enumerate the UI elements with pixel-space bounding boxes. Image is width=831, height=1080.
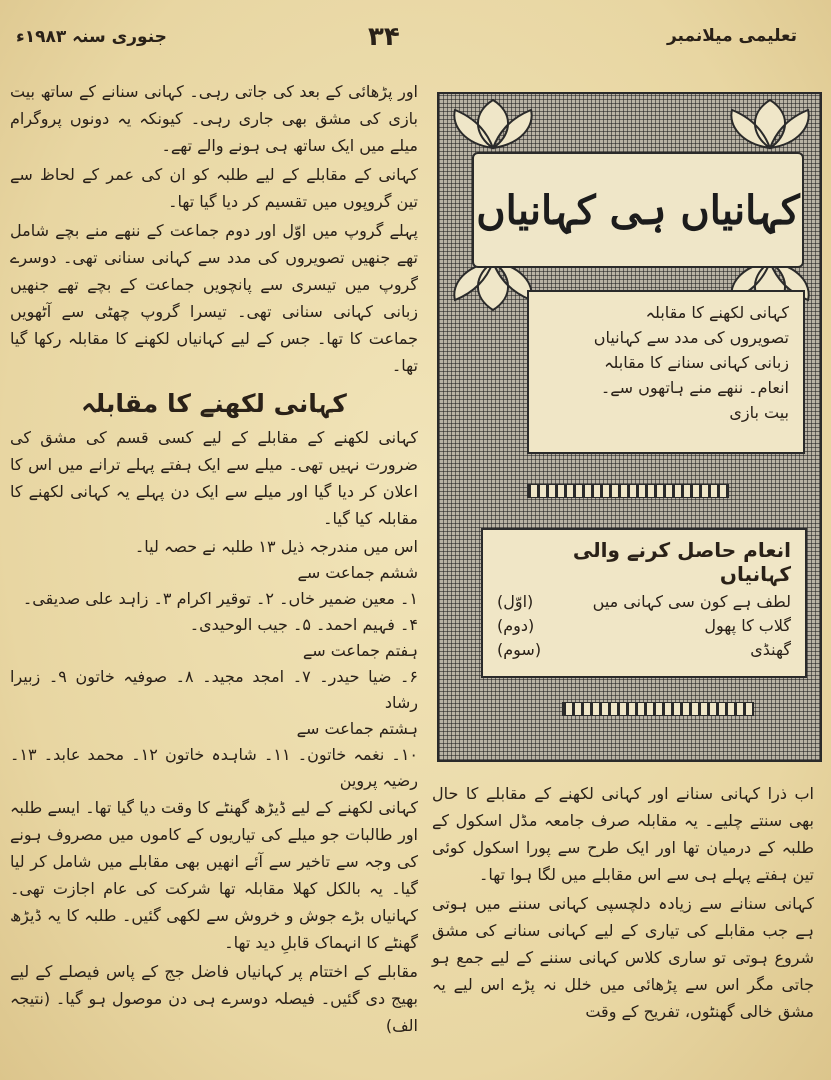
story-title: گھنڈی — [750, 640, 791, 659]
story-title: لطف ہے کون سی کہانی میں — [592, 592, 791, 611]
feature-title: کہانیاں ہی کہانیاں — [472, 152, 804, 268]
group-label: ہفتم جماعت سے — [302, 641, 418, 660]
right-column — [432, 780, 814, 1027]
winner-row — [497, 638, 791, 662]
place-label: (اوّل) — [497, 592, 534, 611]
winners-title: انعام حاصل کرنے والی کہانیاں — [572, 538, 791, 586]
lotus-ornament-icon — [722, 96, 818, 152]
border-ornament — [527, 484, 729, 498]
story-title: گلاب کا پھول — [704, 616, 791, 635]
page-number: ۳۴ — [368, 22, 400, 52]
event-item: بیت بازی — [729, 403, 789, 422]
paragraph: کہانی سنانے سے زیادہ دلچسپی کہانی سننے میں ہوتی ہے جب مقابلے کی تیاری کے لیے کہانی سنانے کی مشق شروع ہوتی تو ساری کلاس کہانی سننے کے لیے جمع ہو جاتی مگر اس سے پڑھائی میں خلل نہ پڑے اس لیے یہ مشق خالی گھنٹوں، تفریح کے وقت — [432, 894, 814, 1021]
paragraph: مقابلے کے اختتام پر کہانیاں فاضل جج کے پاس فیصلے کے لیے بھیج دی گئیں۔ فیصلہ دوسرے ہی دن موصول ہو گیا۔ (نتیجہ الف) — [10, 962, 418, 1035]
lotus-ornament-icon — [445, 96, 541, 152]
place-label: (سوم) — [497, 640, 542, 659]
paragraph: پہلے گروپ میں اوّل اور دوم جماعت کے ننھے منے بچے شامل تھے جنھیں تصویروں کی مدد سے کہانی سنانی تھی۔ دوسرے گروپ میں تیسری سے پانچویں جماعت کے بچے تھے جنھیں زبانی کہانی سنانی تھی۔ تیسرا گروپ چھٹی سے آٹھویں جماعت کا تھا۔ جس کے لیے کہانیاں لکھنے کا مقابلہ رکھا گیا تھا۔ — [10, 221, 418, 375]
winner-row — [497, 590, 791, 614]
border-ornament — [562, 702, 754, 716]
participant-names: ۶۔ ضیا حیدر۔ ۷۔ امجد مجید۔ ۸۔ صوفیہ خاتون ۹۔ زبیرا رشاد — [10, 667, 419, 712]
left-column — [10, 78, 418, 1041]
event-item: زبانی کہانی سنانے کا مقابلہ — [604, 353, 789, 372]
participant-names: ۴۔ فہیم احمد۔ ۵۔ جیب الوحیدی۔ — [189, 615, 418, 634]
paragraph: اب ذرا کہانی سنانے اور کہانی لکھنے کے مقابلے کا حال بھی سنتے چلیے۔ یہ مقابلہ صرف جامعہ مڈل اسکول کے طلبہ کے درمیان تھا اور ایک طرح سے پورا اسکول کوئی تین ہفتے پہلے ہی سے اس مقابلے میں لگا ہوا تھا۔ — [432, 784, 814, 884]
winner-row — [497, 614, 791, 638]
events-panel — [527, 290, 805, 454]
paragraph: کہانی کے مقابلے کے لیے طلبہ کو ان کی عمر کے لحاظ سے تین گروپوں میں تقسیم کر دیا گیا تھا۔ — [10, 165, 418, 211]
issue-date: جنوری سنہ ۱۹۸۳ء — [16, 27, 167, 47]
participant-names: ۱۰۔ نغمہ خاتون۔ ۱۱۔ شاہدہ خاتون ۱۲۔ محمد عابد۔ ۱۳۔ رضیہ پروین — [10, 745, 418, 790]
magazine-title: تعلیمی میلانمبر — [666, 26, 797, 46]
paragraph: اور پڑھائی کے بعد کی جاتی رہی۔ کہانی سنانے کے ساتھ بیت بازی کی مشق بھی جاری رہی۔ کیونکہ یہ دونوں پروگرام میلے میں ایک ساتھ ہی ہونے والے تھے۔ — [10, 82, 418, 155]
section-heading: کہانی لکھنے کا مقابلہ — [81, 389, 347, 418]
group-label: ششم جماعت سے — [297, 563, 418, 582]
event-item: انعام۔ ننھے منے ہاتھوں سے۔ — [600, 378, 789, 397]
winners-panel — [481, 528, 807, 678]
paragraph: کہانی لکھنے کے لیے ڈیڑھ گھنٹے کا وقت دیا گیا تھا۔ ایسے طلبہ اور طالبات جو میلے کی تیاریوں کے کاموں میں مصروف ہونے کی وجہ سے تاخیر سے آئے انھیں بھی مقابلے میں شامل کر لیا گیا۔ یہ بالکل کھلا مقابلہ تھا شرکت کی عام اجازت تھی۔ کہانیاں بڑے جوش و خروش سے لکھی گئیں۔ طلبہ کا یہ ڈیڑھ گھنٹے کا انہماک قابلِ دید تھا۔ — [10, 798, 418, 952]
paragraph: کہانی لکھنے کے مقابلے کے لیے کسی قسم کی مشق کی ضرورت نہیں تھی۔ میلے سے ایک ہفتے پہلے ترانے میں اس کا اعلان کر دیا گیا اور میلے سے ایک دن پہلے یہ کہانی لکھنے کا مقابلہ کیا گیا۔ — [10, 428, 418, 528]
place-label: (دوم) — [497, 616, 535, 635]
participant-names: ۱۔ معین ضمیر خاں۔ ۲۔ توقیر اکرام ۳۔ زاہد علی صدیقی۔ — [22, 589, 418, 608]
participants-intro: اس میں مندرجہ ذیل ۱۳ طلبہ نے حصہ لیا۔ — [134, 537, 418, 556]
event-item: کہانی لکھنے کا مقابلہ — [645, 303, 789, 322]
group-label: ہشتم جماعت سے — [296, 719, 418, 738]
event-item: تصویروں کی مدد سے کہانیاں — [593, 328, 789, 347]
